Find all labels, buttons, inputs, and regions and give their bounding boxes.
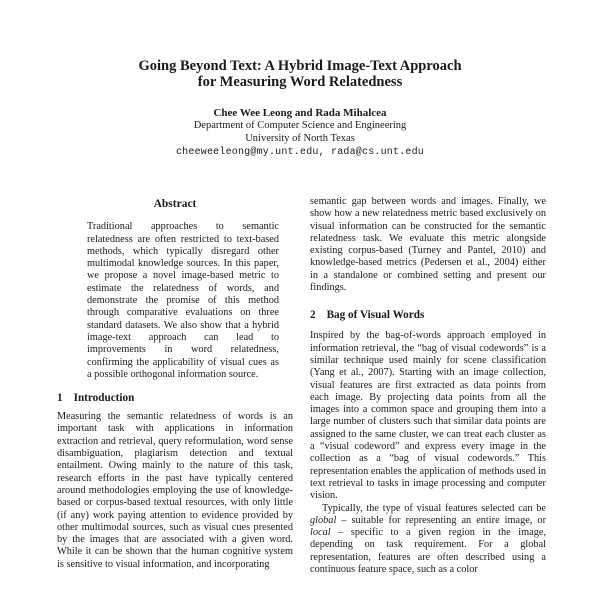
introduction-paragraph: Measuring the semantic relatedness of words is an important task with applications in information extraction and retrieval, query reformulation, word sense disambiguation, plagiarism detection and textual entailment. Owing mainly to the nature of this task, research efforts in the past have typically centered around methodologies employing the use of knowledge-based or corpus-based textual resources, with only little (if any) work paying attention to evidence provided by other multimodal sources, such as visual cues presented by the images that are associated with a given word. While it can be shown that the human cognitive system is sensitive to visual information, and incorporating — [57, 411, 293, 570]
section-number: 2 — [310, 309, 316, 322]
section-heading-bag-of-visual-words — [310, 309, 546, 322]
section-title: Bag of Visual Words — [326, 309, 425, 322]
author-names: Chee Wee Leong and Rada Mihalcea — [213, 107, 387, 119]
bovw-paragraph-2 — [310, 503, 546, 577]
paragraph-text: Typically, the type of visual features selected can be — [322, 502, 546, 514]
section-heading-introduction — [57, 392, 293, 405]
paper-title-line1: Going Beyond Text: A Hybrid Image-Text Approach — [138, 58, 462, 74]
left-column — [57, 196, 293, 576]
paragraph-text: – suitable for representing an entire image, or — [336, 514, 546, 526]
paragraph-text: – specific to a given region in the image, depending on task requirement. For a global representation, features are often described using a continuous feature space, such as a color — [310, 527, 546, 576]
italic-term-local: local — [310, 527, 331, 539]
paper-title — [0, 58, 600, 90]
italic-term-global: global — [310, 514, 337, 526]
section-title: Introduction — [73, 392, 135, 405]
abstract-body: Traditional approaches to semantic relatedness are often restricted to text-based methods, which typically disregard other multimodal knowledge sources. In this paper, we propose a novel image-based metric to estimate the relatedness of words, and demonstrate the promise of this method through comparative evaluations on three standard datasets. We also show that a hybrid image-text approach can lead to improvements in word relatedness, confirming the applicability of visual cues as a possible orthogonal information source. — [87, 221, 279, 380]
author-emails: cheeweeleong@my.unt.edu, rada@cs.unt.edu — [175, 147, 425, 158]
continuation-paragraph: semantic gap between words and images. Finally, we show how a new relatedness metric based exclusively on visual information can be constructed for the semantic relatedness task. We evaluate this metric alongside existing corpus-based (Turney and Pantel, 2010) and knowledge-based metrics (Pedersen et al., 2004) either in a standalone or combined setting and present our findings. — [310, 196, 546, 294]
author-block — [0, 107, 600, 159]
two-column-body — [57, 196, 547, 576]
abstract-heading: Abstract — [153, 198, 197, 210]
bovw-paragraph-1: Inspired by the bag-of-words approach employed in information retrieval, the “bag of visual codewords” is a similar technique used mainly for scene classification (Yang et al., 2007). Starting with an image collection, visual features are first extracted as data points from each image. By projecting data points from all the images into a common space and grouping them into a large number of clusters such that similar data points are assigned to the same cluster, we can treat each cluster as a “visual codeword” and express every image in the collection as a “bag of visual codewords.” This representation enables the application of methods used in text retrieval to tasks in image processing and computer vision. — [310, 330, 546, 502]
affiliation-university: University of North Texas — [245, 132, 355, 144]
section-number: 1 — [57, 392, 63, 405]
paper-title-line2: for Measuring Word Relatedness — [197, 74, 403, 90]
right-column — [310, 196, 546, 576]
affiliation-department: Department of Computer Science and Engineering — [193, 120, 407, 131]
